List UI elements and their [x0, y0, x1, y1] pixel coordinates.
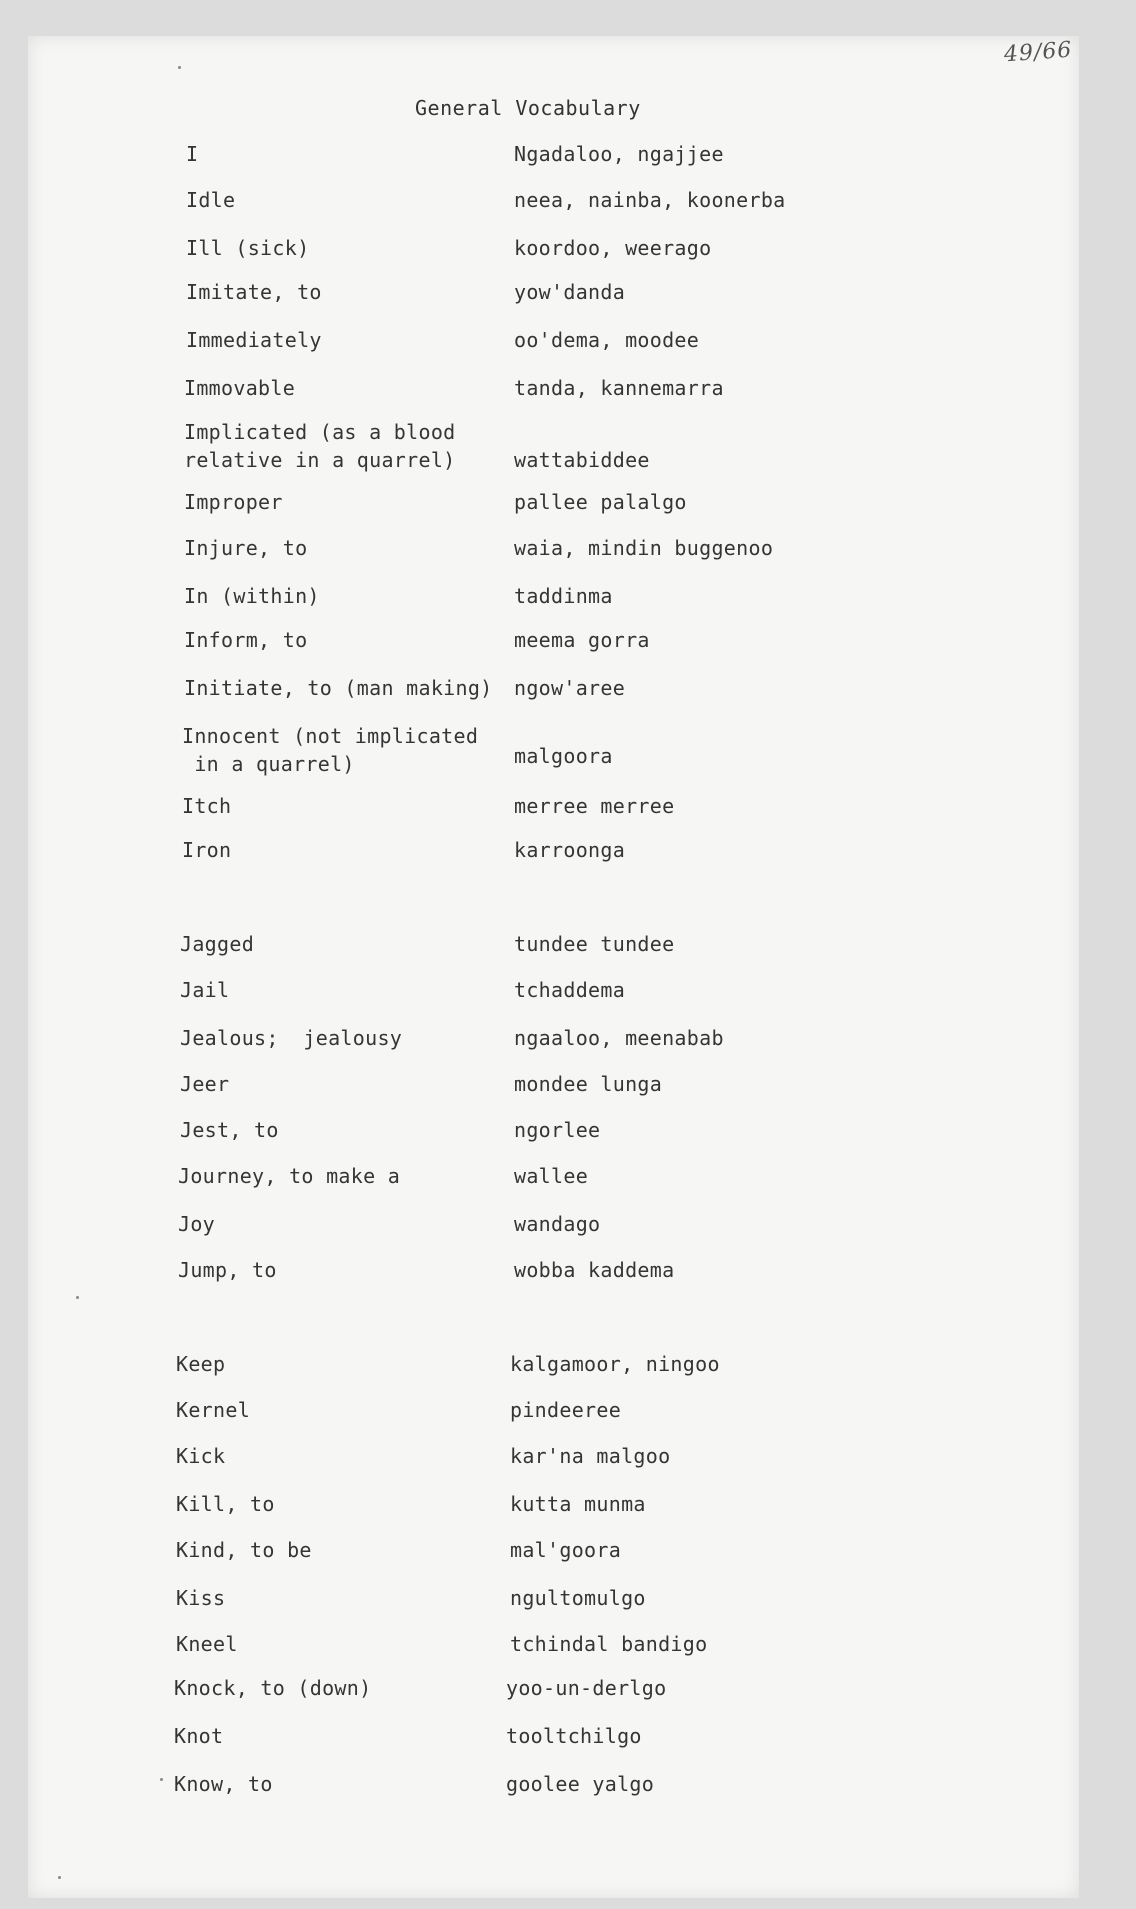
entry-term: Implicated (as a blood relative in a quarrel) — [184, 420, 456, 472]
entry-translation: koordoo, weerago — [514, 236, 712, 260]
entry-translation: goolee yalgo — [506, 1772, 655, 1796]
entry-translation: yoo-un-derlgo — [506, 1676, 667, 1700]
entry-term: Jagged — [180, 932, 255, 956]
entry-translation: kar'na malgoo — [510, 1444, 671, 1468]
entry-translation: merree merree — [514, 794, 675, 818]
entry-translation: wobba kaddema — [514, 1258, 675, 1282]
entry-term: Innocent (not implicated in a quarrel) — [182, 724, 479, 776]
entry-translation: Ngadaloo, ngajjee — [514, 142, 724, 166]
entry-translation: ngow'aree — [514, 676, 626, 700]
entry-term: Ill (sick) — [186, 236, 310, 260]
entry-term: Kind, to be — [176, 1538, 312, 1562]
entry-term: Jeer — [180, 1072, 230, 1096]
entry-term: Imitate, to — [186, 280, 322, 304]
entry-translation: mal'goora — [510, 1538, 622, 1562]
entry-term: In (within) — [184, 584, 320, 608]
entry-translation: wandago — [514, 1212, 601, 1236]
entry-term: Inform, to — [184, 628, 308, 652]
entry-translation: pallee palalgo — [514, 490, 687, 514]
entry-term: Kernel — [176, 1398, 251, 1422]
entry-term: Knot — [174, 1724, 224, 1748]
entry-term: Journey, to make a — [178, 1164, 401, 1188]
entry-translation: taddinma — [514, 584, 613, 608]
entry-translation: pindeeree — [510, 1398, 622, 1422]
entry-translation: ngaaloo, meenabab — [514, 1026, 724, 1050]
page-title: General Vocabulary — [415, 96, 641, 120]
entry-term: Joy — [178, 1212, 216, 1236]
entry-term: Kick — [176, 1444, 226, 1468]
entry-term: Jest, to — [180, 1118, 279, 1142]
entry-term: Keep — [176, 1352, 226, 1376]
entry-translation: malgoora — [514, 744, 613, 768]
page-number: 49/66 — [1003, 37, 1074, 68]
entry-translation: ngultomulgo — [510, 1586, 646, 1610]
entry-term: Kill, to — [176, 1492, 275, 1516]
entry-translation: waia, mindin buggenoo — [514, 536, 774, 560]
entry-translation: tanda, kannemarra — [514, 376, 724, 400]
entry-translation: tooltchilgo — [506, 1724, 642, 1748]
entry-term: Immediately — [186, 328, 322, 352]
entry-term: Kneel — [176, 1632, 238, 1656]
entry-term: Itch — [182, 794, 232, 818]
entry-term: Idle — [186, 188, 236, 212]
entry-term: Jealous; jealousy — [180, 1026, 403, 1050]
entry-translation: wallee — [514, 1164, 589, 1188]
entry-translation: ngorlee — [514, 1118, 601, 1142]
entry-term: Initiate, to (man making) — [184, 676, 493, 700]
entry-term: Know, to — [174, 1772, 273, 1796]
entry-translation: meema gorra — [514, 628, 650, 652]
entry-term: Improper — [184, 490, 283, 514]
entry-translation: yow'danda — [514, 280, 626, 304]
entry-term: Injure, to — [184, 536, 308, 560]
entry-translation: tchindal bandigo — [510, 1632, 708, 1656]
entry-translation: oo'dema, moodee — [514, 328, 700, 352]
entry-translation: kalgamoor, ningoo — [510, 1352, 720, 1376]
entry-translation: wattabiddee — [514, 448, 650, 472]
entry-translation: tchaddema — [514, 978, 626, 1002]
entry-term: Jail — [180, 978, 230, 1002]
entry-term: Kiss — [176, 1586, 226, 1610]
entry-translation: neea, nainba, koonerba — [514, 188, 786, 212]
entry-term: Knock, to (down) — [174, 1676, 372, 1700]
entry-translation: kutta munma — [510, 1492, 646, 1516]
entry-translation: karroonga — [514, 838, 626, 862]
entry-term: Jump, to — [178, 1258, 277, 1282]
entry-term: Immovable — [184, 376, 296, 400]
entry-term: I — [186, 142, 199, 166]
entry-translation: tundee tundee — [514, 932, 675, 956]
entry-translation: mondee lunga — [514, 1072, 663, 1096]
entry-term: Iron — [182, 838, 232, 862]
